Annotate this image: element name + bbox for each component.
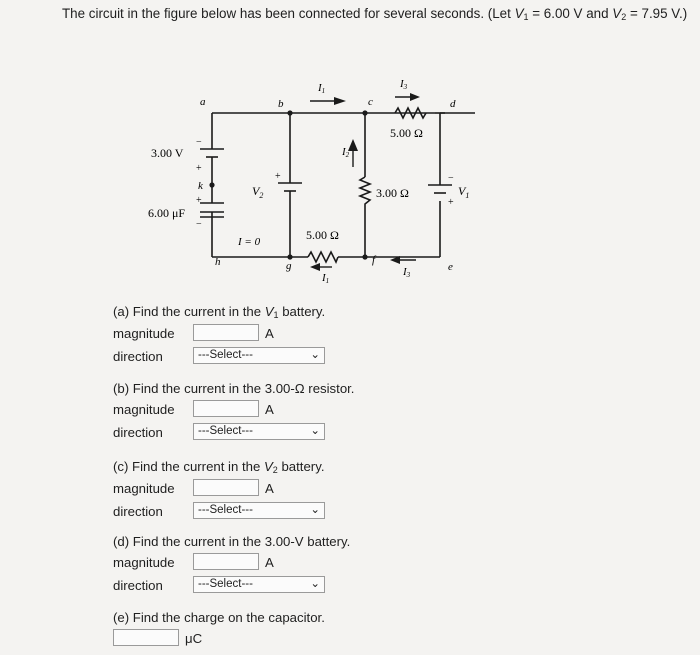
part-a-direction-row xyxy=(113,347,325,367)
direction-label: direction xyxy=(113,425,163,440)
node-g: g xyxy=(286,260,292,272)
part-e-question: (e) Find the charge on the capacitor. xyxy=(113,610,325,625)
unit-label: μC xyxy=(185,631,203,646)
part-a-magnitude-row xyxy=(113,324,325,344)
current-i1-bottom-label: I1 xyxy=(322,272,330,285)
part-d-magnitude-row xyxy=(113,553,350,573)
direction-label: direction xyxy=(113,578,163,593)
battery-3v-label: 3.00 V xyxy=(151,146,184,160)
part-c-question: (c) Find the current in the $V_2$ battery. xyxy=(113,459,325,475)
v2-label: $V_2$ xyxy=(252,184,264,200)
part-d-direction-select[interactable]: ---Select--- ⌄ xyxy=(193,576,325,593)
plus-sign: + xyxy=(448,197,454,208)
node-f: f xyxy=(372,254,376,266)
part-a-direction-select[interactable]: ---Select--- ⌄ xyxy=(193,347,325,364)
part-c-direction-row xyxy=(113,502,324,522)
magnitude-label: magnitude xyxy=(113,555,175,570)
part-b-question: (b) Find the current in the 3.00-Ω resistor. xyxy=(113,381,355,396)
part-a xyxy=(113,304,325,367)
resistor-bottom-label: 5.00 Ω xyxy=(306,228,339,242)
plus-sign: + xyxy=(196,195,202,206)
part-d-question: (d) Find the current in the 3.00-V battery. xyxy=(113,534,351,549)
minus-sign: − xyxy=(196,219,202,230)
part-b-direction-row xyxy=(113,423,354,443)
capacitor-label: 6.00 μF xyxy=(148,206,186,220)
unit-label: A xyxy=(265,555,274,570)
part-d-magnitude-input[interactable] xyxy=(193,553,259,570)
plus-sign: + xyxy=(275,171,281,182)
plus-sign: + xyxy=(196,163,202,174)
resistor-mid-label: 3.00 Ω xyxy=(376,186,409,200)
part-c xyxy=(113,459,324,522)
node-e: e xyxy=(448,261,453,273)
part-b-direction-select[interactable]: ---Select--- ⌄ xyxy=(193,423,325,440)
plus-sign: − xyxy=(196,137,202,148)
circuit-diagram xyxy=(120,75,490,295)
chevron-down-icon: ⌄ xyxy=(310,349,320,361)
current-i3-bottom-label: I3 xyxy=(403,266,411,279)
node-h: h xyxy=(215,256,221,268)
problem-statement: The circuit in the figure below has been connected for several seconds. (Let $V_1 = 6.00$ V and $V_2 = 7.95$ V.) xyxy=(62,6,688,22)
chevron-down-icon: ⌄ xyxy=(310,425,320,437)
part-a-magnitude-input[interactable] xyxy=(193,324,259,341)
node-d: d xyxy=(450,98,456,110)
chevron-down-icon: ⌄ xyxy=(310,578,320,590)
minus-sign: − xyxy=(448,173,454,184)
zero-current-label: I = 0 xyxy=(238,236,261,248)
part-c-magnitude-input[interactable] xyxy=(193,479,259,496)
part-b xyxy=(113,381,354,443)
magnitude-label: magnitude xyxy=(113,326,175,341)
chevron-down-icon: ⌄ xyxy=(310,504,320,516)
part-c-magnitude-row xyxy=(113,479,324,499)
part-e-charge-row xyxy=(113,629,325,649)
current-i2-label: I2 xyxy=(342,146,350,159)
node-c: c xyxy=(368,96,373,108)
part-a-question: (a) Find the current in the $V_1$ battery. xyxy=(113,304,326,320)
part-e-charge-input[interactable] xyxy=(113,629,179,646)
unit-label: A xyxy=(265,481,274,496)
magnitude-label: magnitude xyxy=(113,481,175,496)
node-k: k xyxy=(198,180,203,192)
magnitude-label: magnitude xyxy=(113,402,175,417)
node-b: b xyxy=(278,98,284,110)
direction-label: direction xyxy=(113,504,163,519)
direction-label: direction xyxy=(113,349,163,364)
part-d xyxy=(113,534,350,596)
unit-label: A xyxy=(265,402,274,417)
resistor-top-label: 5.00 Ω xyxy=(390,126,423,140)
part-b-magnitude-input[interactable] xyxy=(193,400,259,417)
current-i1-label: I1 xyxy=(318,82,326,95)
part-c-direction-select[interactable]: ---Select--- ⌄ xyxy=(193,502,325,519)
part-d-direction-row xyxy=(113,576,350,596)
part-e xyxy=(113,610,325,649)
unit-label: A xyxy=(265,326,274,341)
part-b-magnitude-row xyxy=(113,400,354,420)
current-i3-label: I3 xyxy=(400,78,408,91)
node-a: a xyxy=(200,96,206,108)
v1-label: $V_1$ xyxy=(458,184,470,200)
